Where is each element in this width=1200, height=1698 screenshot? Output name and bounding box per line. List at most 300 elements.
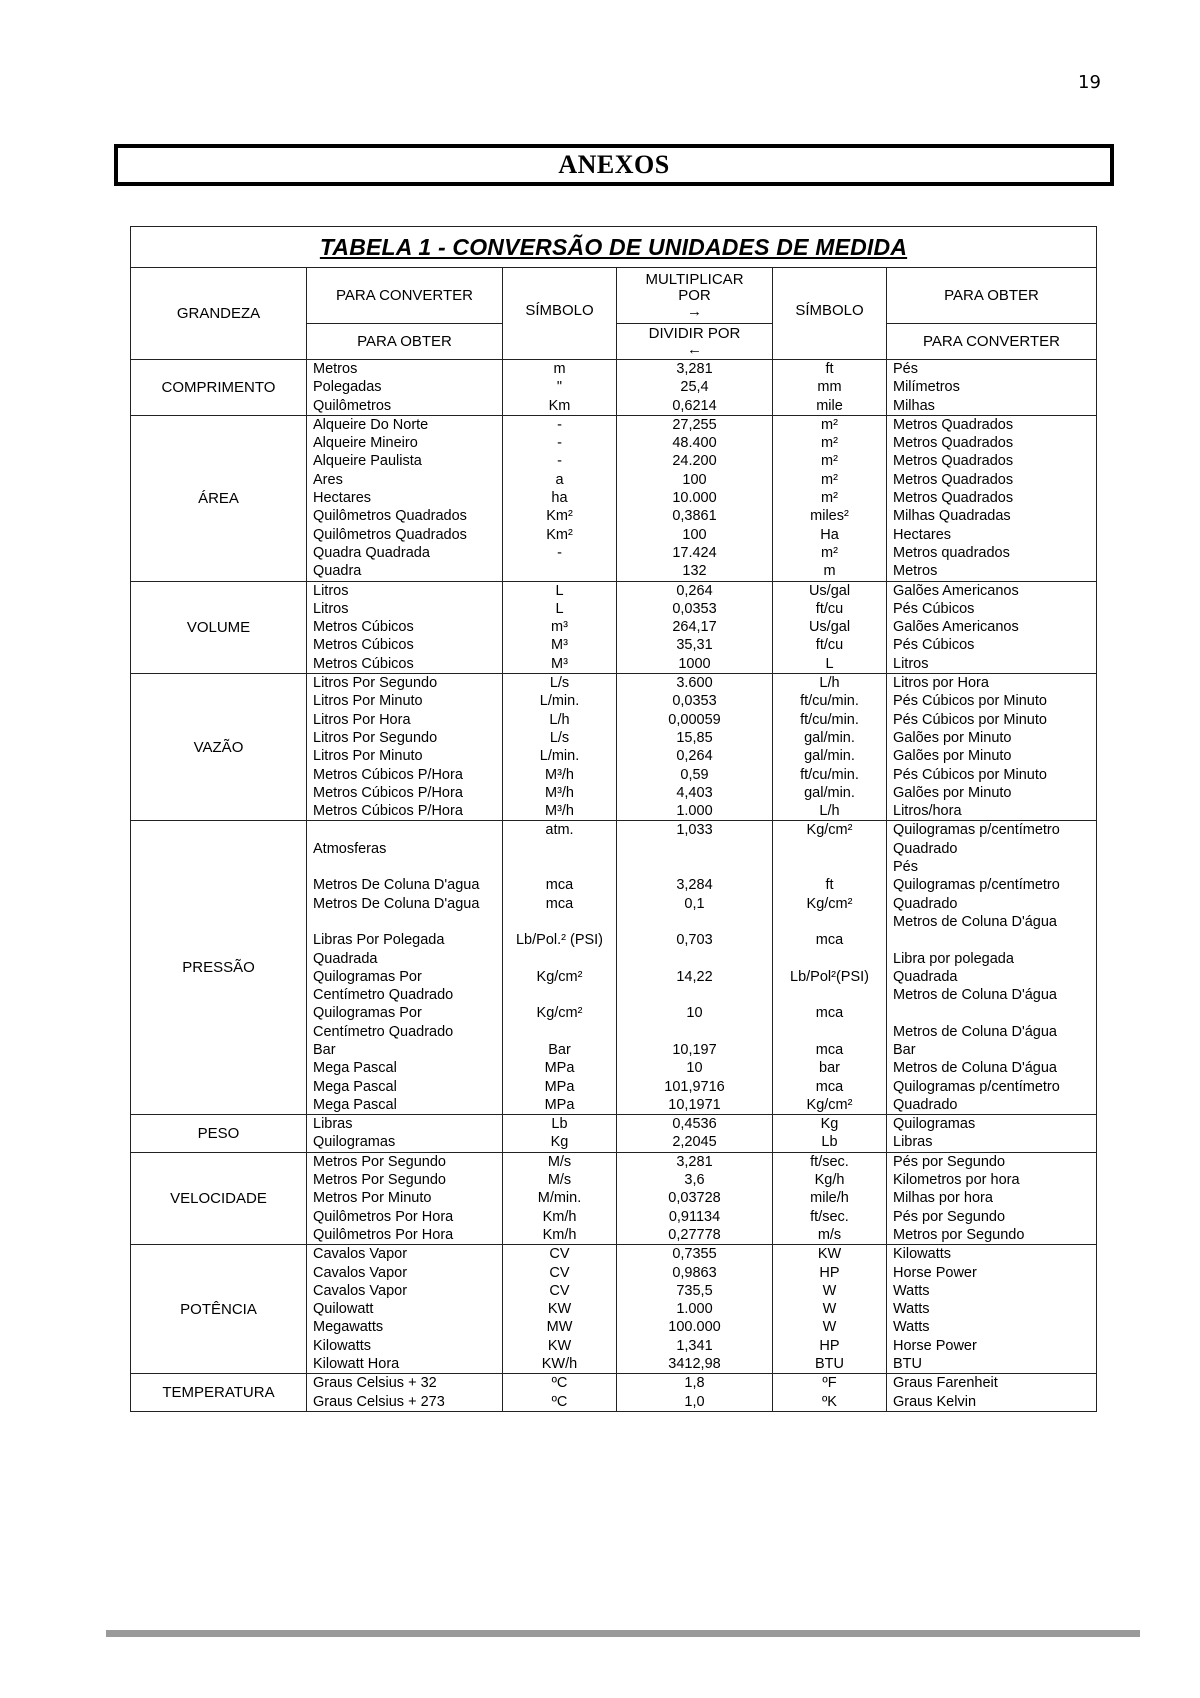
factor-text: 100.000 bbox=[668, 1319, 721, 1336]
symbol-to-text: L/h bbox=[819, 803, 840, 820]
table-row bbox=[131, 1115, 1097, 1153]
to-unit-text: Quilogramas p/centímetro bbox=[893, 1078, 1060, 1095]
header-multiplicar-line1: MULTIPLICAR bbox=[645, 270, 744, 288]
symbol-to-text: gal/min. bbox=[804, 784, 855, 801]
from-unit-text: Mega Pascal bbox=[313, 1096, 397, 1113]
from-unit-column bbox=[307, 1245, 503, 1374]
category-cell: COMPRIMENTO bbox=[131, 360, 307, 416]
symbol-to-text: Kg/h bbox=[814, 1172, 845, 1189]
factor-text: 1,341 bbox=[676, 1337, 713, 1354]
factor-text: 4,403 bbox=[676, 784, 713, 801]
to-unit-column bbox=[887, 674, 1097, 821]
header-para-converter-2: PARA CONVERTER bbox=[887, 324, 1097, 360]
symbol-from-text: L bbox=[555, 600, 564, 617]
from-unit-text: Atmosferas bbox=[313, 840, 387, 857]
factor-text: 0,59 bbox=[680, 766, 709, 783]
factor-text bbox=[623, 840, 766, 858]
to-unit-text bbox=[893, 931, 1090, 949]
factor-text: 0,4536 bbox=[672, 1116, 717, 1133]
from-unit-text bbox=[313, 913, 496, 931]
symbol-to-text: Us/gal bbox=[808, 619, 851, 636]
symbol-from-text: m bbox=[553, 361, 566, 377]
to-unit-column bbox=[887, 1115, 1097, 1153]
to-unit-text: Pés Cúbicos bbox=[893, 600, 975, 617]
to-unit-text: Milhas Quadradas bbox=[893, 508, 1011, 525]
symbol-to-text: m² bbox=[821, 453, 838, 470]
symbol-from-text: Kg/cm² bbox=[536, 1005, 583, 1022]
symbol-from-text: Km² bbox=[546, 508, 573, 525]
table-row bbox=[131, 1152, 1097, 1244]
symbol-to-column bbox=[773, 674, 887, 821]
to-unit-text: Metros de Coluna D'água bbox=[893, 1023, 1057, 1040]
symbol-from-text: Km² bbox=[546, 526, 573, 543]
from-unit-text: Metros Cúbicos P/Hora bbox=[313, 766, 463, 783]
to-unit-text: Pés bbox=[893, 361, 918, 377]
symbol-to-text: HP bbox=[819, 1264, 840, 1281]
symbol-to-column bbox=[773, 581, 887, 673]
symbol-from-text: L/h bbox=[549, 711, 570, 728]
to-unit-text: Galões Americanos bbox=[893, 619, 1019, 636]
to-unit-text: Libra por polegada bbox=[893, 950, 1014, 967]
factor-text: 1.000 bbox=[676, 1301, 713, 1318]
symbol-to-text bbox=[779, 950, 880, 968]
symbol-from-column bbox=[503, 674, 617, 821]
to-unit-text: Quadrado bbox=[893, 895, 958, 912]
symbol-to-column bbox=[773, 360, 887, 416]
to-unit-text: Quilogramas bbox=[893, 1116, 976, 1133]
symbol-to-text: W bbox=[822, 1301, 837, 1318]
to-unit-text: Litros/hora bbox=[893, 803, 962, 820]
symbol-to-column bbox=[773, 1245, 887, 1374]
symbol-to-column bbox=[773, 1374, 887, 1412]
factor-text: 3.600 bbox=[676, 675, 713, 692]
symbol-from-text: ha bbox=[551, 490, 568, 507]
symbol-from-column bbox=[503, 1245, 617, 1374]
symbol-to-text: mile bbox=[816, 397, 843, 414]
symbol-to-text: mca bbox=[815, 1005, 844, 1022]
from-unit-text: Polegadas bbox=[313, 379, 382, 396]
symbol-to-text: ft/cu/min. bbox=[800, 711, 859, 728]
symbol-to-text: L bbox=[825, 655, 834, 672]
symbol-to-text: ft/cu bbox=[815, 600, 844, 617]
arrow-left-icon: ← bbox=[687, 340, 702, 358]
from-unit-text: Metros Cúbicos P/Hora bbox=[313, 803, 463, 820]
factor-text: 0,0353 bbox=[672, 693, 717, 710]
to-unit-column bbox=[887, 821, 1097, 1115]
table-row bbox=[131, 821, 1097, 1115]
from-unit-text: Alqueire Mineiro bbox=[313, 435, 418, 452]
symbol-from-text bbox=[509, 840, 610, 858]
factor-text: 10,1971 bbox=[668, 1096, 721, 1113]
factor-text: 0,9863 bbox=[672, 1264, 717, 1281]
from-unit-text: Libras bbox=[313, 1116, 353, 1133]
factor-column bbox=[617, 581, 773, 673]
header-simbolo-1: SÍMBOLO bbox=[503, 268, 617, 360]
symbol-from-text: Km/h bbox=[542, 1208, 577, 1225]
factor-text bbox=[623, 950, 766, 968]
category-cell: PRESSÃO bbox=[131, 821, 307, 1115]
symbol-from-text: M³/h bbox=[545, 784, 574, 801]
from-unit-text: Litros Por Hora bbox=[313, 711, 411, 728]
from-unit-column bbox=[307, 821, 503, 1115]
from-unit-text: Hectares bbox=[313, 490, 372, 507]
from-unit-text: Mega Pascal bbox=[313, 1060, 397, 1077]
symbol-from-column bbox=[503, 821, 617, 1115]
factor-column bbox=[617, 360, 773, 416]
to-unit-text: Quadrado bbox=[893, 840, 958, 857]
header-dividir-label: DIVIDIR POR bbox=[648, 324, 741, 342]
table-body bbox=[131, 360, 1097, 1412]
factor-text: 0,264 bbox=[676, 748, 713, 765]
to-unit-text: Quadrado bbox=[893, 1096, 958, 1113]
symbol-to-text: Us/gal bbox=[808, 582, 851, 599]
factor-text: 0,6214 bbox=[672, 397, 717, 414]
from-unit-column bbox=[307, 360, 503, 416]
factor-text: 0,03728 bbox=[668, 1190, 721, 1207]
factor-column bbox=[617, 1115, 773, 1153]
from-unit-text: Ares bbox=[313, 471, 343, 488]
symbol-from-text: M³/h bbox=[545, 766, 574, 783]
category-cell: POTÊNCIA bbox=[131, 1245, 307, 1374]
footer-rule bbox=[106, 1630, 1140, 1637]
from-unit-text: Quilogramas Por bbox=[313, 968, 422, 985]
factor-text: 100 bbox=[682, 471, 707, 488]
from-unit-text: Metros Por Segundo bbox=[313, 1153, 446, 1170]
from-unit-column bbox=[307, 581, 503, 673]
symbol-from-text: M/s bbox=[547, 1172, 572, 1189]
category-cell: VOLUME bbox=[131, 581, 307, 673]
symbol-from-text: M³/h bbox=[545, 803, 574, 820]
header-dividir bbox=[617, 324, 773, 360]
header-para-obter-2: PARA OBTER bbox=[307, 324, 503, 360]
factor-text: 10 bbox=[686, 1005, 703, 1022]
section-title: ANEXOS bbox=[558, 150, 670, 179]
symbol-from-text: Lb/Pol.² (PSI) bbox=[515, 932, 604, 949]
symbol-to-column bbox=[773, 821, 887, 1115]
symbol-from-text: - bbox=[557, 416, 562, 433]
from-unit-text bbox=[313, 858, 496, 876]
factor-text: 3,284 bbox=[676, 877, 713, 894]
factor-text: 3,281 bbox=[676, 1153, 713, 1170]
from-unit-text: Cavalos Vapor bbox=[313, 1246, 408, 1263]
factor-text: 0,1 bbox=[684, 895, 705, 912]
from-unit-text: Metros De Coluna D'agua bbox=[313, 877, 480, 894]
symbol-to-text: m² bbox=[821, 490, 838, 507]
from-unit-column bbox=[307, 1115, 503, 1153]
symbol-from-text: ºC bbox=[551, 1393, 568, 1410]
table-title-cell bbox=[131, 227, 1097, 268]
table-row bbox=[131, 415, 1097, 581]
to-unit-text: Horse Power bbox=[893, 1264, 977, 1281]
symbol-from-column bbox=[503, 1374, 617, 1412]
to-unit-text: Metros quadrados bbox=[893, 544, 1010, 561]
from-unit-text: Litros Por Segundo bbox=[313, 729, 438, 746]
from-unit-text: Cavalos Vapor bbox=[313, 1264, 408, 1281]
factor-text: 35,31 bbox=[676, 637, 713, 654]
symbol-from-text: MPa bbox=[544, 1060, 575, 1077]
symbol-to-text bbox=[779, 1023, 880, 1041]
factor-text: 3,6 bbox=[684, 1172, 705, 1189]
from-unit-text: Kilowatt Hora bbox=[313, 1356, 400, 1373]
to-unit-text: Pés Cúbicos por Minuto bbox=[893, 693, 1047, 710]
symbol-from-text: M³ bbox=[551, 637, 568, 654]
table-row bbox=[131, 674, 1097, 821]
symbol-to-text: ft/sec. bbox=[810, 1153, 849, 1170]
from-unit-text: Metros Cúbicos bbox=[313, 637, 414, 654]
symbol-to-text: ºF bbox=[822, 1375, 837, 1392]
factor-column bbox=[617, 1245, 773, 1374]
symbol-to-text: mca bbox=[815, 1041, 844, 1058]
symbol-from-text: ºC bbox=[551, 1375, 568, 1392]
factor-text bbox=[623, 986, 766, 1004]
to-unit-column bbox=[887, 1245, 1097, 1374]
symbol-to-column bbox=[773, 1115, 887, 1153]
factor-text: 100 bbox=[682, 526, 707, 543]
to-unit-text: Galões por Minuto bbox=[893, 784, 1012, 801]
symbol-from-text: MPa bbox=[544, 1078, 575, 1095]
from-unit-text: Litros Por Segundo bbox=[313, 675, 438, 692]
conversion-table-wrapper bbox=[130, 226, 1096, 1412]
symbol-from-text: L bbox=[555, 582, 564, 599]
symbol-from-text: L/s bbox=[549, 729, 570, 746]
symbol-from-text: Km/h bbox=[542, 1226, 577, 1243]
from-unit-text: Quadrada bbox=[313, 950, 378, 967]
factor-text: 10 bbox=[686, 1060, 703, 1077]
symbol-to-text: ft/cu bbox=[815, 637, 844, 654]
from-unit-text: Metros Por Segundo bbox=[313, 1172, 446, 1189]
symbol-to-text: Kg/cm² bbox=[806, 822, 853, 839]
symbol-from-text: KW/h bbox=[541, 1356, 578, 1373]
to-unit-text: Galões por Minuto bbox=[893, 748, 1012, 765]
symbol-from-text: Lb bbox=[551, 1116, 568, 1133]
symbol-from-text: L/min. bbox=[539, 748, 580, 765]
symbol-to-text: Kg/cm² bbox=[806, 1096, 853, 1113]
to-unit-text: Metros de Coluna D'água bbox=[893, 987, 1057, 1004]
table-row bbox=[131, 1245, 1097, 1374]
table-row bbox=[131, 1374, 1097, 1412]
from-unit-text: Bar bbox=[313, 1041, 336, 1058]
symbol-to-text: ft/cu/min. bbox=[800, 693, 859, 710]
factor-text: 3412,98 bbox=[668, 1356, 721, 1373]
to-unit-text: BTU bbox=[893, 1356, 922, 1373]
symbol-from-text: a bbox=[555, 471, 564, 488]
factor-text: 0,7355 bbox=[672, 1246, 717, 1263]
factor-text: 24.200 bbox=[672, 453, 717, 470]
from-unit-text bbox=[313, 821, 496, 839]
to-unit-text: Metros por Segundo bbox=[893, 1226, 1025, 1243]
to-unit-text: Metros bbox=[893, 563, 938, 580]
from-unit-text: Metros Cúbicos P/Hora bbox=[313, 784, 463, 801]
factor-text: 1,0 bbox=[684, 1393, 705, 1410]
from-unit-text: Metros Cúbicos bbox=[313, 655, 414, 672]
factor-text: 0,0353 bbox=[672, 600, 717, 617]
to-unit-text: Metros Quadrados bbox=[893, 435, 1014, 452]
from-unit-column bbox=[307, 674, 503, 821]
to-unit-text: Libras bbox=[893, 1134, 933, 1151]
factor-text: 10,197 bbox=[672, 1041, 717, 1058]
to-unit-text: Watts bbox=[893, 1301, 930, 1318]
from-unit-text: Quilômetros Por Hora bbox=[313, 1208, 454, 1225]
factor-column bbox=[617, 415, 773, 581]
page-number: 19 bbox=[1078, 72, 1101, 93]
factor-text: 27,255 bbox=[672, 416, 717, 433]
factor-text: 264,17 bbox=[672, 619, 717, 636]
conversion-table bbox=[130, 226, 1097, 1412]
to-unit-text: Graus Kelvin bbox=[893, 1393, 977, 1410]
symbol-to-text: gal/min. bbox=[804, 729, 855, 746]
to-unit-text: Milhas por hora bbox=[893, 1190, 993, 1207]
symbol-from-text: CV bbox=[549, 1246, 570, 1263]
from-unit-text: Quilogramas bbox=[313, 1134, 396, 1151]
symbol-from-text: L/s bbox=[549, 675, 570, 692]
factor-text: 0,00059 bbox=[668, 711, 721, 728]
symbol-to-text: m² bbox=[821, 544, 838, 561]
symbol-to-text bbox=[779, 913, 880, 931]
from-unit-text: Quilowatt bbox=[313, 1301, 374, 1318]
from-unit-text: Metros bbox=[313, 361, 358, 377]
factor-text: 0,27778 bbox=[668, 1226, 721, 1243]
factor-text: 2,2045 bbox=[672, 1134, 717, 1151]
symbol-from-text: MW bbox=[546, 1319, 573, 1336]
symbol-to-text: bar bbox=[819, 1060, 840, 1077]
symbol-to-text: m bbox=[823, 563, 836, 580]
factor-text: 0,91134 bbox=[668, 1208, 721, 1225]
symbol-to-text: Lb bbox=[821, 1134, 838, 1151]
from-unit-text: Metros Por Minuto bbox=[313, 1190, 432, 1207]
symbol-to-column bbox=[773, 415, 887, 581]
from-unit-column bbox=[307, 1152, 503, 1244]
to-unit-text: Hectares bbox=[893, 526, 952, 543]
from-unit-text: Mega Pascal bbox=[313, 1078, 397, 1095]
symbol-from-text: Kg/cm² bbox=[536, 968, 583, 985]
to-unit-text: Galões por Minuto bbox=[893, 729, 1012, 746]
symbol-to-text: Lb/Pol²(PSI) bbox=[790, 968, 869, 985]
to-unit-text: Litros bbox=[893, 655, 929, 672]
symbol-from-text bbox=[509, 858, 610, 876]
factor-text: 1,033 bbox=[676, 822, 713, 839]
symbol-from-column bbox=[503, 581, 617, 673]
factor-text: 3,281 bbox=[676, 361, 713, 377]
from-unit-text: Centímetro Quadrado bbox=[313, 987, 454, 1004]
to-unit-text: Galões Americanos bbox=[893, 582, 1019, 599]
table-row bbox=[131, 360, 1097, 416]
to-unit-text: Horse Power bbox=[893, 1337, 977, 1354]
to-unit-text: Pés bbox=[893, 859, 918, 876]
symbol-from-column bbox=[503, 415, 617, 581]
to-unit-text: Pés Cúbicos por Minuto bbox=[893, 766, 1047, 783]
to-unit-text: Watts bbox=[893, 1319, 930, 1336]
symbol-from-text: M/s bbox=[547, 1153, 572, 1170]
header-grandeza: GRANDEZA bbox=[131, 268, 307, 360]
header-simbolo-2: SÍMBOLO bbox=[773, 268, 887, 360]
category-cell: ÁREA bbox=[131, 415, 307, 581]
factor-column bbox=[617, 674, 773, 821]
from-unit-text: Litros Por Minuto bbox=[313, 693, 423, 710]
from-unit-text: Libras Por Polegada bbox=[313, 932, 445, 949]
from-unit-text: Quilômetros bbox=[313, 397, 392, 414]
symbol-to-text: m² bbox=[821, 471, 838, 488]
symbol-from-text: M³ bbox=[551, 655, 568, 672]
from-unit-text: Megawatts bbox=[313, 1319, 384, 1336]
to-unit-text: Kilometros por hora bbox=[893, 1172, 1020, 1189]
symbol-from-text: CV bbox=[549, 1264, 570, 1281]
from-unit-text: Alqueire Paulista bbox=[313, 453, 422, 470]
symbol-from-text: Kg bbox=[550, 1134, 569, 1151]
symbol-to-text: mile/h bbox=[810, 1190, 849, 1207]
to-unit-text: Metros de Coluna D'água bbox=[893, 913, 1057, 930]
symbol-to-text: BTU bbox=[815, 1356, 844, 1373]
from-unit-column bbox=[307, 1374, 503, 1412]
to-unit-text: Metros Quadrados bbox=[893, 416, 1014, 433]
symbol-to-text: L/h bbox=[819, 675, 840, 692]
header-para-converter: PARA CONVERTER bbox=[307, 268, 503, 324]
symbol-to-text: W bbox=[822, 1282, 837, 1299]
symbol-from-text: mca bbox=[545, 877, 574, 894]
factor-column bbox=[617, 1374, 773, 1412]
symbol-from-column bbox=[503, 1152, 617, 1244]
factor-text: 1000 bbox=[678, 655, 711, 672]
symbol-from-text: - bbox=[557, 435, 562, 452]
symbol-from-text: Bar bbox=[548, 1041, 571, 1058]
symbol-from-text: L/min. bbox=[539, 693, 580, 710]
from-unit-text: Cavalos Vapor bbox=[313, 1282, 408, 1299]
header-multiplicar-line2: POR bbox=[678, 286, 711, 304]
symbol-to-text: Kg bbox=[820, 1116, 839, 1133]
from-unit-text: Graus Celsius + 32 bbox=[313, 1375, 437, 1392]
to-unit-column bbox=[887, 1152, 1097, 1244]
to-unit-text: Graus Farenheit bbox=[893, 1375, 998, 1392]
symbol-from-text: mca bbox=[545, 895, 574, 912]
to-unit-text: Watts bbox=[893, 1282, 930, 1299]
symbol-from-text: M/min. bbox=[537, 1190, 582, 1207]
from-unit-text: Kilowatts bbox=[313, 1337, 372, 1354]
from-unit-text: Litros bbox=[313, 600, 349, 617]
from-unit-text: Litros Por Minuto bbox=[313, 748, 423, 765]
symbol-to-text bbox=[779, 840, 880, 858]
factor-text: 10.000 bbox=[672, 490, 717, 507]
symbol-from-text: KW bbox=[547, 1337, 572, 1354]
symbol-to-column bbox=[773, 1152, 887, 1244]
to-unit-text: Pés por Segundo bbox=[893, 1153, 1006, 1170]
from-unit-text: Alqueire Do Norte bbox=[313, 416, 429, 433]
to-unit-text: Pés Cúbicos por Minuto bbox=[893, 711, 1047, 728]
from-unit-text: Quilômetros Quadrados bbox=[313, 508, 467, 525]
symbol-from-text: MPa bbox=[544, 1096, 575, 1113]
category-cell: VAZÃO bbox=[131, 674, 307, 821]
symbol-to-text: miles² bbox=[810, 508, 849, 525]
symbol-from-text bbox=[509, 1023, 610, 1041]
symbol-from-text bbox=[509, 950, 610, 968]
factor-text: 1.000 bbox=[676, 803, 713, 820]
factor-text: 0,264 bbox=[676, 582, 713, 599]
symbol-from-text: CV bbox=[549, 1282, 570, 1299]
factor-text: 25,4 bbox=[680, 379, 709, 396]
symbol-to-text: ft/cu/min. bbox=[800, 766, 859, 783]
symbol-to-text: ft bbox=[825, 877, 834, 894]
symbol-to-text: ft bbox=[825, 361, 834, 377]
to-unit-text bbox=[893, 1004, 1090, 1022]
from-unit-text: Litros bbox=[313, 582, 349, 599]
symbol-from-text: - bbox=[557, 544, 562, 561]
factor-column bbox=[617, 821, 773, 1115]
to-unit-text: Quadrada bbox=[893, 968, 958, 985]
to-unit-text: Metros Quadrados bbox=[893, 471, 1014, 488]
from-unit-text: Quilômetros Por Hora bbox=[313, 1226, 454, 1243]
symbol-from-text bbox=[509, 986, 610, 1004]
factor-text bbox=[623, 1023, 766, 1041]
from-unit-column bbox=[307, 415, 503, 581]
to-unit-text: Kilowatts bbox=[893, 1246, 952, 1263]
